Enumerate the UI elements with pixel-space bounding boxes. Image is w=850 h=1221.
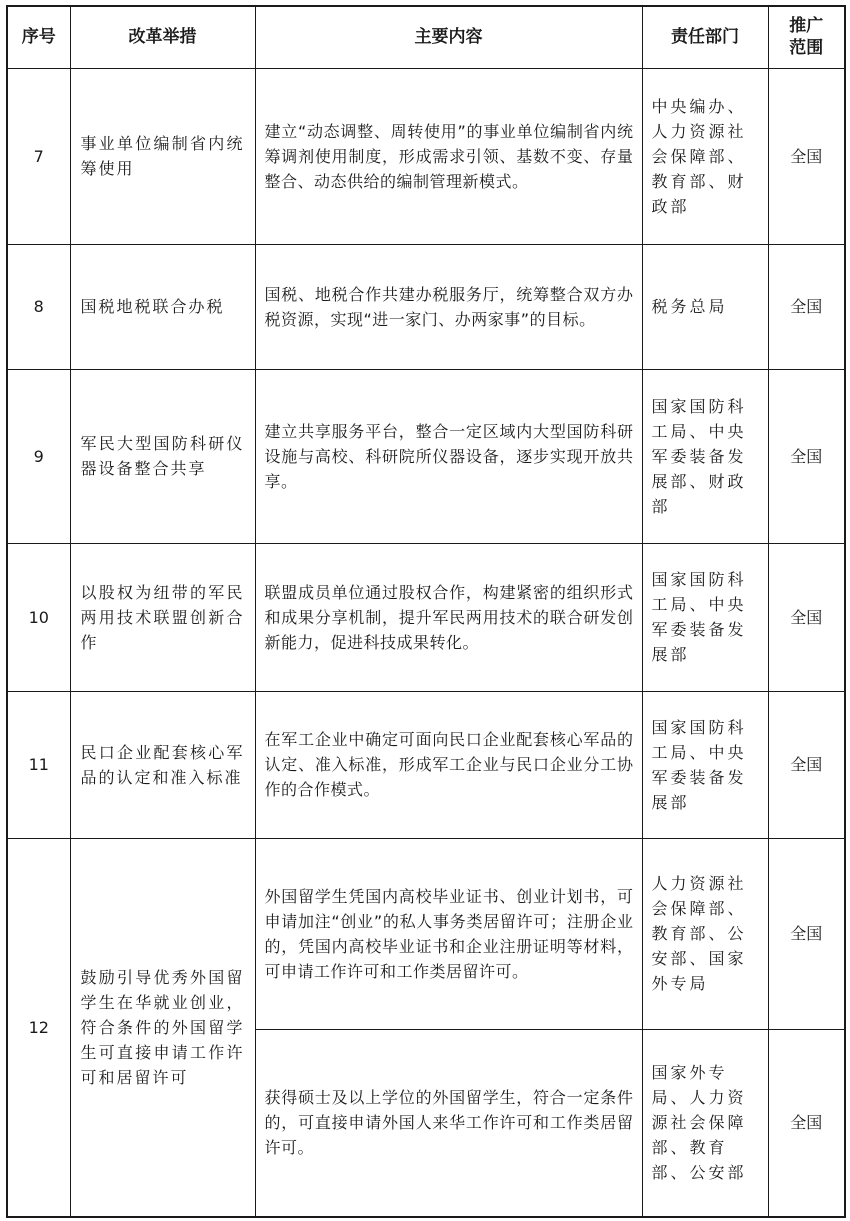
- row-scope: 全国: [768, 691, 845, 838]
- header-measure: 改革举措: [70, 6, 255, 68]
- row-content: 联盟成员单位通过股权合作，构建紧密的组织形式和成果分享机制，提升军民两用技术的联合研发创新能力，促进科技成果转化。: [255, 543, 642, 691]
- row-dept: 国家国防科工局、中央军委装备发展部: [642, 543, 768, 691]
- row-scope: 全国: [768, 838, 845, 1029]
- row-measure: 以股权为纽带的军民两用技术联盟创新合作: [70, 543, 255, 691]
- reform-measures-table: [6, 5, 846, 1218]
- row-scope: 全国: [768, 1029, 845, 1217]
- row-dept: 中央编办、人力资源社会保障部、教育部、财政部: [642, 68, 768, 244]
- table-row: [7, 838, 845, 1029]
- row-scope: 全国: [768, 244, 845, 369]
- row-dept: 国家国防科工局、中央军委装备发展部、财政部: [642, 369, 768, 543]
- table-row: [7, 68, 845, 244]
- header-dept: 责任部门: [642, 6, 768, 68]
- row-measure: 军民大型国防科研仪器设备整合共享: [70, 369, 255, 543]
- header-scope-text: 推广范围: [789, 16, 824, 59]
- row-content: 建立“动态调整、周转使用”的事业单位编制省内统筹调剂使用制度，形成需求引领、基数不变、存量整合、动态供给的编制管理新模式。: [255, 68, 642, 244]
- row-dept: 国家外专局、人力资源社会保障部、教育部、公安部: [642, 1029, 768, 1217]
- row-no: 8: [7, 244, 70, 369]
- row-dept: 人力资源社会保障部、教育部、公安部、国家外专局: [642, 838, 768, 1029]
- row-no: 11: [7, 691, 70, 838]
- table-header-row: [7, 6, 845, 68]
- header-content: 主要内容: [255, 6, 642, 68]
- row-dept: 税务总局: [642, 244, 768, 369]
- row-content: 建立共享服务平台，整合一定区域内大型国防科研设施与高校、科研院所仪器设备，逐步实现开放共享。: [255, 369, 642, 543]
- row-no: 10: [7, 543, 70, 691]
- row-no: 9: [7, 369, 70, 543]
- row-no: 12: [7, 838, 70, 1217]
- row-measure: 事业单位编制省内统筹使用: [70, 68, 255, 244]
- row-measure: 鼓励引导优秀外国留学生在华就业创业，符合条件的外国留学生可直接申请工作许可和居留许可: [70, 838, 255, 1217]
- row-scope: 全国: [768, 369, 845, 543]
- row-scope: 全国: [768, 543, 845, 691]
- row-measure: 国税地税联合办税: [70, 244, 255, 369]
- header-no: 序号: [7, 6, 70, 68]
- header-scope: [768, 6, 845, 68]
- table-row: [7, 543, 845, 691]
- table-row: [7, 691, 845, 838]
- row-measure: 民口企业配套核心军品的认定和准入标准: [70, 691, 255, 838]
- table-row: [7, 244, 845, 369]
- row-scope: 全国: [768, 68, 845, 244]
- row-content: 国税、地税合作共建办税服务厅，统筹整合双方办税资源，实现“进一家门、办两家事”的目标。: [255, 244, 642, 369]
- row-content: 获得硕士及以上学位的外国留学生，符合一定条件的，可直接申请外国人来华工作许可和工作类居留许可。: [255, 1029, 642, 1217]
- row-no: 7: [7, 68, 70, 244]
- row-dept: 国家国防科工局、中央军委装备发展部: [642, 691, 768, 838]
- row-content: 外国留学生凭国内高校毕业证书、创业计划书，可申请加注“创业”的私人事务类居留许可；注册企业的，凭国内高校毕业证书和企业注册证明等材料，可申请工作许可和工作类居留许可。: [255, 838, 642, 1029]
- row-content: 在军工企业中确定可面向民口企业配套核心军品的认定、准入标准，形成军工企业与民口企业分工协作的合作模式。: [255, 691, 642, 838]
- table-row: [7, 369, 845, 543]
